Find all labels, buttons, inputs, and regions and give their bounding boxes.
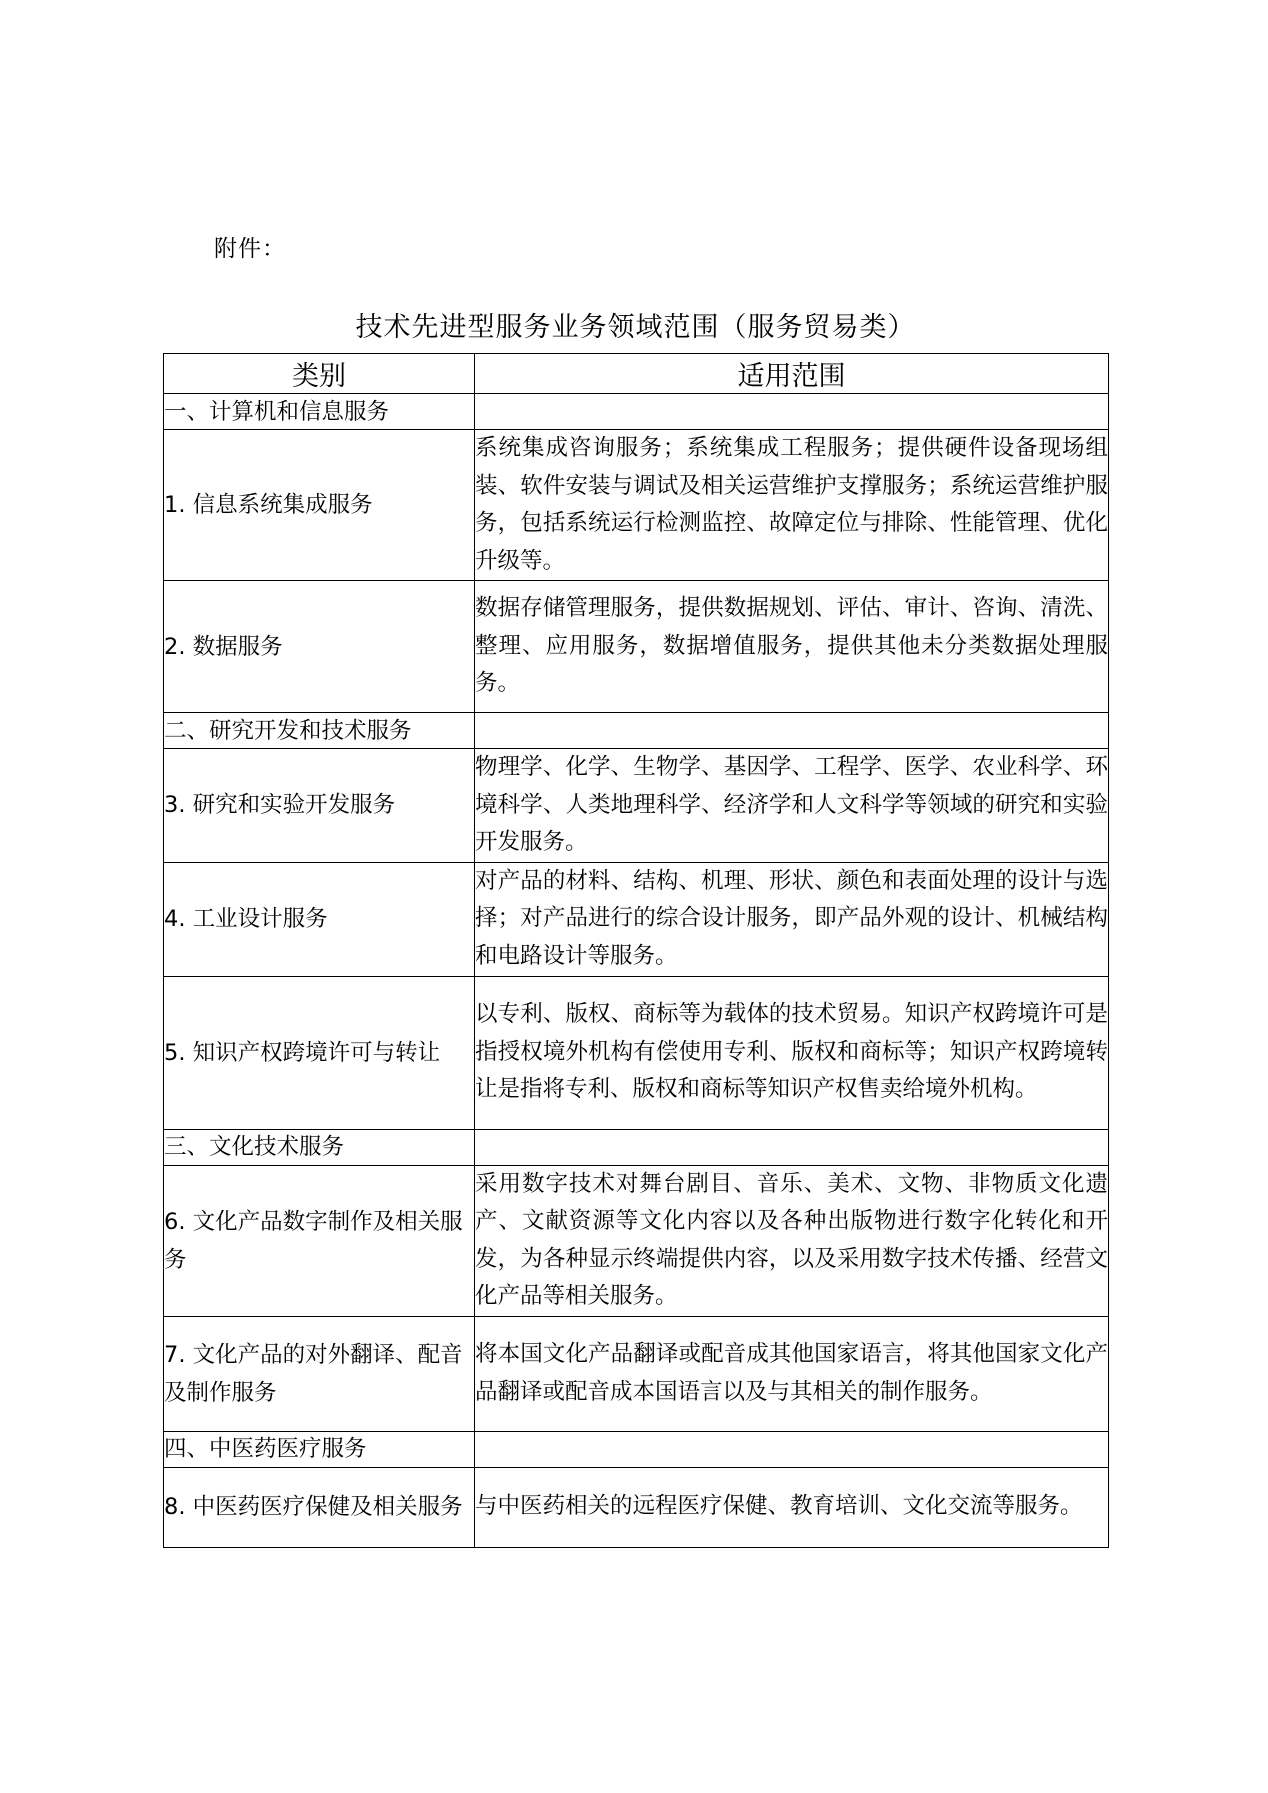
section-empty-cell	[475, 713, 1109, 749]
scope-cell: 采用数字技术对舞台剧目、音乐、美术、文物、非物质文化遗产、文献资源等文化内容以及各种出版物进行数字化转化和开发，为各种显示终端提供内容，以及采用数字技术传播、经营文化产品等相关服务。	[475, 1165, 1109, 1316]
table-row	[164, 976, 1109, 1129]
category-cell: 2. 数据服务	[164, 581, 475, 713]
section-row	[164, 394, 1109, 430]
category-cell: 3. 研究和实验开发服务	[164, 749, 475, 863]
header-scope: 适用范围	[475, 354, 1109, 394]
scope-cell: 系统集成咨询服务；系统集成工程服务；提供硬件设备现场组装、软件安装与调试及相关运营维护支撑服务；系统运营维护服务，包括系统运行检测监控、故障定位与排除、性能管理、优化升级等。	[475, 430, 1109, 581]
category-cell: 8. 中医药医疗保健及相关服务	[164, 1467, 475, 1547]
section-empty-cell	[475, 1129, 1109, 1165]
section-empty-cell	[475, 394, 1109, 430]
section-title: 二、研究开发和技术服务	[164, 713, 475, 749]
scope-cell: 将本国文化产品翻译或配音成其他国家语言，将其他国家文化产品翻译或配音成本国语言以及与其相关的制作服务。	[475, 1316, 1109, 1431]
scope-cell: 与中医药相关的远程医疗保健、教育培训、文化交流等服务。	[475, 1467, 1109, 1547]
section-title: 四、中医药医疗服务	[164, 1431, 475, 1467]
category-cell: 1. 信息系统集成服务	[164, 430, 475, 581]
category-cell: 6. 文化产品数字制作及相关服务	[164, 1165, 475, 1316]
attachment-label: 附件：	[214, 236, 286, 262]
section-title: 一、计算机和信息服务	[164, 394, 475, 430]
table-row	[164, 862, 1109, 976]
header-category: 类别	[164, 354, 475, 394]
section-row	[164, 1431, 1109, 1467]
category-cell: 4. 工业设计服务	[164, 862, 475, 976]
category-cell: 5. 知识产权跨境许可与转让	[164, 976, 475, 1129]
scope-cell: 对产品的材料、结构、机理、形状、颜色和表面处理的设计与选择；对产品进行的综合设计服务，即产品外观的设计、机械结构和电路设计等服务。	[475, 862, 1109, 976]
scope-cell: 物理学、化学、生物学、基因学、工程学、医学、农业科学、环境科学、人类地理科学、经济学和人文科学等领域的研究和实验开发服务。	[475, 749, 1109, 863]
scope-table	[163, 353, 1109, 1548]
table-header-row	[164, 354, 1109, 394]
document-title: 技术先进型服务业务领域范围（服务贸易类）	[355, 312, 916, 343]
table-row	[164, 1316, 1109, 1431]
table-row	[164, 1467, 1109, 1547]
section-row	[164, 713, 1109, 749]
section-empty-cell	[475, 1431, 1109, 1467]
table-row	[164, 581, 1109, 713]
category-cell: 7. 文化产品的对外翻译、配音及制作服务	[164, 1316, 475, 1431]
section-row	[164, 1129, 1109, 1165]
scope-cell: 以专利、版权、商标等为载体的技术贸易。知识产权跨境许可是指授权境外机构有偿使用专利、版权和商标等；知识产权跨境转让是指将专利、版权和商标等知识产权售卖给境外机构。	[475, 976, 1109, 1129]
table-row	[164, 1165, 1109, 1316]
section-title: 三、文化技术服务	[164, 1129, 475, 1165]
table-row	[164, 749, 1109, 863]
table-row	[164, 430, 1109, 581]
scope-cell: 数据存储管理服务，提供数据规划、评估、审计、咨询、清洗、整理、应用服务，数据增值服务，提供其他未分类数据处理服务。	[475, 581, 1109, 713]
